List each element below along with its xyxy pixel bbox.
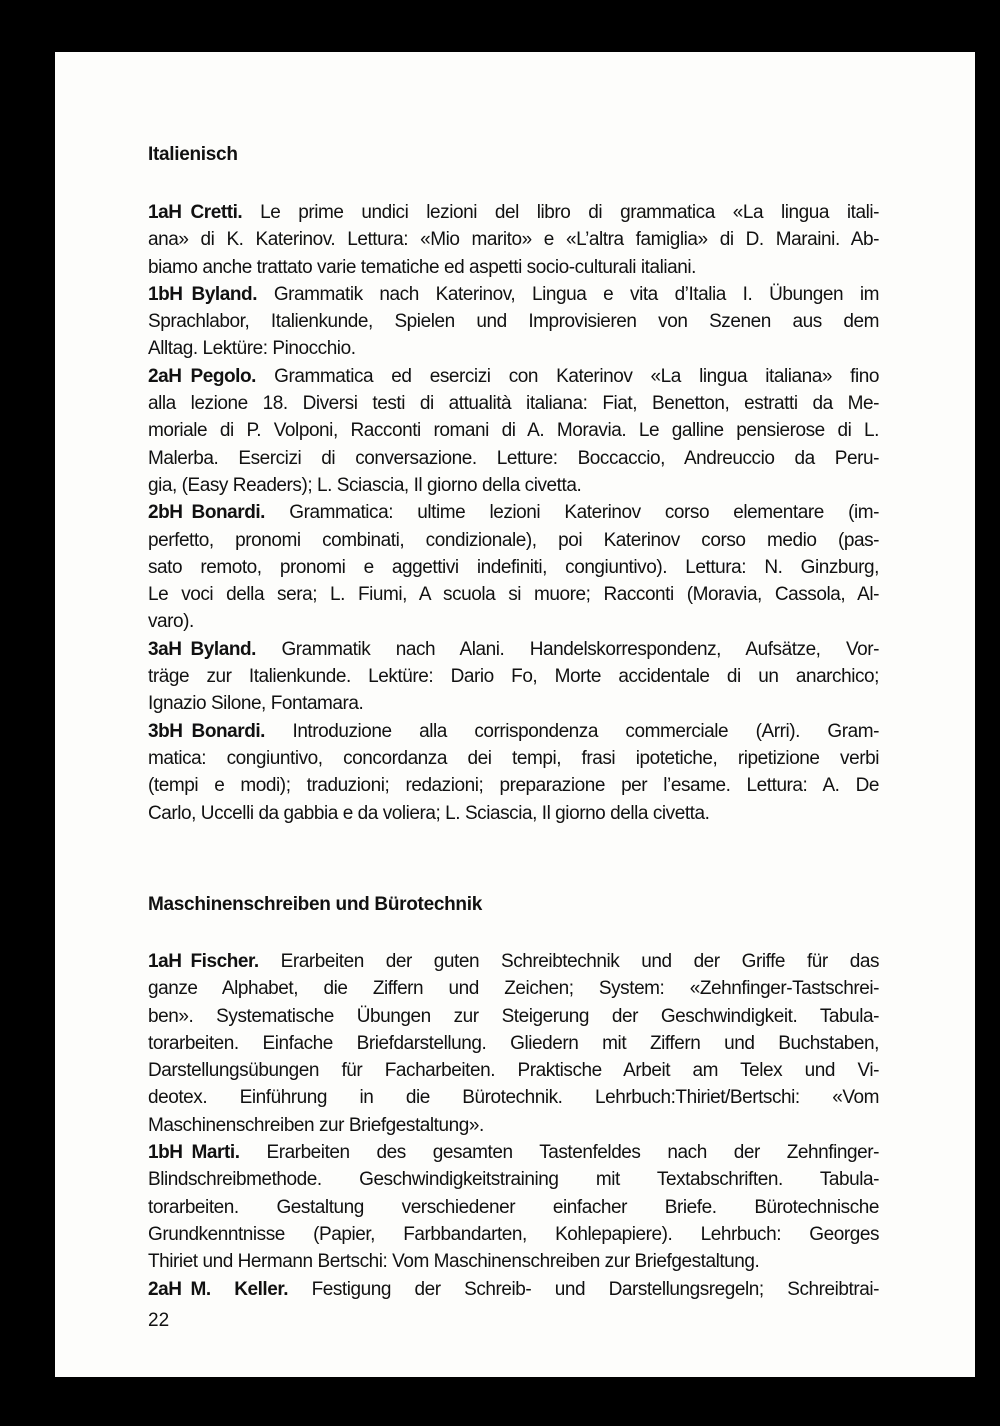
text-line [148, 1030, 879, 1057]
class-code: 2aH [148, 1278, 182, 1300]
text-line [148, 554, 879, 581]
course-entry [148, 199, 879, 281]
text-line [148, 445, 879, 472]
teacher-name: Cretti. [190, 202, 243, 223]
line-text: Alltag. Lektüre: Pinocchio. [148, 338, 356, 360]
class-code: 1aH [148, 202, 182, 223]
line-text: Erarbeiten der guten Schreibtechnik und der Griffe für das [280, 951, 879, 972]
section-italienisch-entries [148, 199, 879, 827]
line-text: (tempi e modi); traduzioni; redazioni; preparazione per l’esame. Lettura: A. De [148, 775, 879, 797]
text-line [148, 390, 879, 417]
line-text: sato remoto, pronomi e aggettivi indefiniti, congiuntivo). Lettura: N. Ginzburg, [148, 556, 879, 578]
text-line [148, 417, 879, 444]
line-text: matica: congiuntivo, concordanza dei tempi, frasi ipotetiche, ripetizione verbi [148, 747, 879, 769]
line-text: perfetto, pronomi combinati, condizionale), poi Katerinov corso medio (pas- [148, 529, 879, 551]
teacher-name: Pegolo. [190, 365, 256, 387]
line-text: Grammatica: ultime lezioni Katerinov corso elementare (im- [289, 502, 879, 524]
text-line [148, 1194, 879, 1221]
section-heading-maschinenschreiben: Maschinenschreiben und Bürotechnik [148, 894, 482, 915]
line-text: Sprachlabor, Italienkunde, Spielen und Improvisieren von Szenen aus dem [148, 311, 879, 333]
text-line [148, 581, 879, 608]
teacher-name: Byland. [191, 283, 258, 305]
teacher-name: M. Keller. [190, 1278, 289, 1300]
text-line [148, 1248, 879, 1275]
line-text: Malerba. Esercizi di conversazione. Letture: Boccaccio, Andreuccio da Peru- [148, 447, 879, 469]
text-line [148, 1139, 879, 1166]
text-line [148, 226, 879, 253]
section-heading-italienisch: Italienisch [148, 144, 238, 165]
text-line [148, 1166, 879, 1193]
text-line [148, 1112, 879, 1139]
line-text: Erarbeiten des gesamten Tastenfeldes nach der Zehnfinger- [266, 1142, 879, 1164]
section-maschinenschreiben-entries [148, 948, 879, 1303]
class-code: 3bH [148, 720, 183, 742]
course-entry [148, 718, 879, 827]
page-number: 22 [148, 1310, 170, 1331]
course-entry [148, 1139, 879, 1275]
text-line [148, 281, 879, 308]
line-text: Maschinenschreiben zur Briefgestaltung». [148, 1114, 484, 1136]
course-entry [148, 363, 879, 499]
text-line [148, 1276, 879, 1303]
class-code: 1aH [148, 951, 182, 972]
course-entry [148, 636, 879, 718]
teacher-name: Marti. [191, 1142, 240, 1164]
text-line [148, 472, 879, 499]
text-line [148, 636, 879, 663]
line-text: biamo anche trattato varie tematiche ed aspetti socio-culturali italiani. [148, 256, 697, 278]
line-text: Le voci della sera; L. Fiumi, A scuola si muore; Racconti (Moravia, Cassola, Al- [148, 584, 879, 606]
line-text: Darstellungsübungen für Facharbeiten. Praktische Arbeit am Telex und Vi- [148, 1060, 879, 1082]
class-code: 1bH [148, 1142, 183, 1164]
line-text: moriale di P. Volponi, Racconti romani di A. Moravia. Le galline pensierose di L. [148, 420, 879, 442]
class-code: 3aH [148, 638, 182, 660]
line-text: alla lezione 18. Diversi testi di attualità italiana: Fiat, Benetton, estratti da Me- [148, 393, 879, 415]
line-text: gia, (Easy Readers); L. Sciascia, Il giorno della civetta. [148, 474, 582, 496]
document-page [55, 52, 975, 1377]
text-line [148, 1057, 879, 1084]
text-line [148, 1084, 879, 1111]
line-text: Le prime undici lezioni del libro di grammatica «La lingua itali- [260, 202, 879, 223]
course-entry [148, 1276, 879, 1303]
line-text: Thiriet und Hermann Bertschi: Vom Maschinenschreiben zur Briefgestaltung. [148, 1251, 760, 1273]
text-line [148, 800, 879, 827]
text-line [148, 663, 879, 690]
text-line [148, 499, 879, 526]
text-line [148, 745, 879, 772]
course-entry [148, 281, 879, 363]
line-text: Grammatik nach Katerinov, Lingua e vita d’Italia I. Übungen im [273, 283, 879, 305]
text-line [148, 718, 879, 745]
text-line [148, 608, 879, 635]
class-code: 2aH [148, 365, 182, 387]
text-line [148, 1003, 879, 1030]
line-text: ganze Alphabet, die Ziffern und Zeichen; System: «Zehnfinger-Tastschrei- [148, 978, 879, 1000]
line-text: Introduzione alla corrispondenza commerciale (Arri). Gram- [292, 720, 879, 742]
text-line [148, 363, 879, 390]
line-text: torarbeiten. Gestaltung verschiedener einfacher Briefe. Bürotechnische [148, 1196, 879, 1218]
text-line [148, 1221, 879, 1248]
line-text: ana» di K. Katerinov. Lettura: «Mio marito» e «L’altra famiglia» di D. Maraini. Ab- [148, 229, 879, 251]
text-line [148, 308, 879, 335]
line-text: Ignazio Silone, Fontamara. [148, 693, 364, 715]
class-code: 2bH [148, 502, 183, 524]
line-text: ben». Systematische Übungen zur Steigerung der Geschwindigkeit. Tabula- [148, 1005, 879, 1027]
line-text: Grammatica ed esercizi con Katerinov «La lingua italiana» fino [274, 365, 879, 387]
line-text: varo). [148, 611, 194, 633]
teacher-name: Byland. [190, 638, 256, 660]
text-line [148, 690, 879, 717]
line-text: Grundkenntnisse (Papier, Farbbandarten, Kohlepapiere). Lehrbuch: Georges [148, 1223, 879, 1245]
line-text: Grammatik nach Alani. Handelskorrespondenz, Aufsätze, Vor- [281, 638, 879, 660]
class-code: 1bH [148, 283, 183, 305]
text-line [148, 975, 879, 1002]
teacher-name: Fischer. [190, 951, 259, 972]
course-entry [148, 499, 879, 635]
line-text: Blindschreibmethode. Geschwindigkeitstraining mit Textabschriften. Tabula- [148, 1169, 879, 1191]
text-line [148, 199, 879, 226]
line-text: torarbeiten. Einfache Briefdarstellung. Gliedern mit Ziffern und Buchstaben, [148, 1032, 879, 1054]
teacher-name: Bonardi. [191, 720, 266, 742]
line-text: deotex. Einführung in die Bürotechnik. Lehrbuch:Thiriet/Bertschi: «Vom [148, 1087, 879, 1109]
course-entry [148, 948, 879, 1139]
text-line [148, 772, 879, 799]
text-line [148, 948, 879, 975]
line-text: träge zur Italienkunde. Lektüre: Dario Fo, Morte accidentale di un anarchico; [148, 666, 879, 688]
teacher-name: Bonardi. [191, 502, 266, 524]
line-text: Festigung der Schreib- und Darstellungsregeln; Schreibtrai- [311, 1278, 879, 1300]
line-text: Carlo, Uccelli da gabbia e da voliera; L. Sciascia, Il giorno della civetta. [148, 802, 710, 824]
text-line [148, 527, 879, 554]
text-line [148, 335, 879, 362]
text-line [148, 254, 879, 281]
